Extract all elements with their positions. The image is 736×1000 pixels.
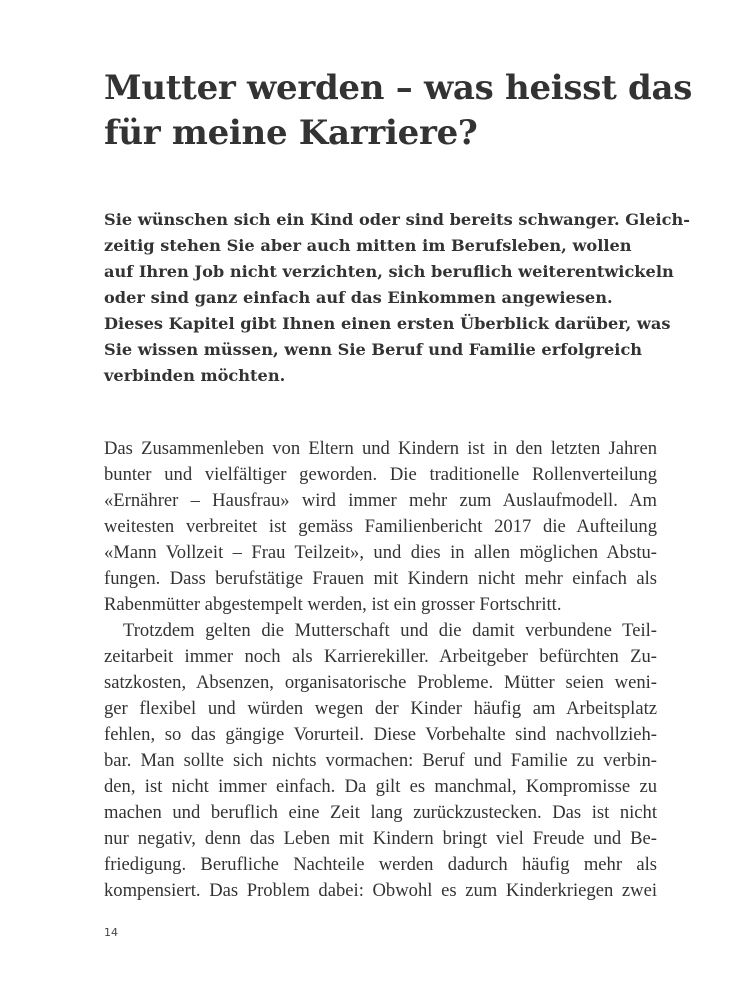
body-text <box>104 436 657 904</box>
paragraph <box>104 436 657 618</box>
intro-line: oder sind ganz einfach auf das Einkommen angewiesen. <box>104 288 613 307</box>
chapter-title-line: für meine Karriere? <box>104 113 478 153</box>
page-number: 14 <box>104 926 118 939</box>
intro-line: verbinden möchten. <box>104 366 286 385</box>
intro-line: Sie wissen müssen, wenn Sie Beruf und Familie erfolgreich <box>104 340 643 359</box>
text-line: ger flexibel und würden wegen der Kinder häufig am Arbeitsplatz <box>104 698 657 719</box>
text-line: nur negativ, denn das Leben mit Kindern bringt viel Freude und Be- <box>104 828 657 849</box>
text-line: Das Zusammenleben von Eltern und Kindern ist in den letzten Jahren <box>104 438 657 459</box>
text-line: bunter und vielfältiger geworden. Die traditionelle Rollenverteilung <box>104 464 657 485</box>
text-line: friedigung. Berufliche Nachteile werden dadurch häufig mehr als <box>104 854 657 875</box>
chapter-title-line: Mutter werden – was heisst das <box>104 68 693 108</box>
intro-line: Dieses Kapitel gibt Ihnen einen ersten Überblick darüber, was <box>104 314 671 333</box>
intro-line: Sie wünschen sich ein Kind oder sind bereits schwanger. Gleich- <box>104 210 691 229</box>
text-line: «Ernährer – Hausfrau» wird immer mehr zum Auslaufmodell. Am <box>104 490 657 511</box>
text-line: kompensiert. Das Problem dabei: Obwohl es zum Kinderkriegen zwei <box>104 880 657 901</box>
text-line: den, ist nicht immer einfach. Da gilt es manchmal, Kompromisse zu <box>104 776 657 797</box>
paragraph <box>104 618 657 904</box>
text-line: weitesten verbreitet ist gemäss Familienbericht 2017 die Aufteilung <box>104 516 657 537</box>
text-line: Rabenmütter abgestempelt werden, ist ein grosser Fortschritt. <box>104 594 562 615</box>
intro-line: auf Ihren Job nicht verzichten, sich beruflich weiterentwickeln <box>104 262 674 281</box>
text-line: satzkosten, Absenzen, organisatorische Probleme. Mütter seien weni- <box>104 672 657 693</box>
chapter-intro <box>104 207 691 389</box>
chapter-title <box>104 66 704 156</box>
text-line: machen und beruflich eine Zeit lang zurückzustecken. Das ist nicht <box>104 802 657 823</box>
text-line: Trotzdem gelten die Mutterschaft und die damit verbundene Teil- <box>123 620 657 641</box>
text-line: bar. Man sollte sich nichts vormachen: Beruf und Familie zu verbin- <box>104 750 657 771</box>
text-line: fungen. Dass berufstätige Frauen mit Kindern nicht mehr einfach als <box>104 568 657 589</box>
intro-line: zeitig stehen Sie aber auch mitten im Berufsleben, wollen <box>104 236 632 255</box>
text-line: «Mann Vollzeit – Frau Teilzeit», und dies in allen möglichen Abstu- <box>104 542 657 563</box>
text-line: fehlen, so das gängige Vorurteil. Diese Vorbehalte sind nachvollzieh- <box>104 724 657 745</box>
text-line: zeitarbeit immer noch als Karrierekiller. Arbeitgeber befürchten Zu- <box>104 646 657 667</box>
